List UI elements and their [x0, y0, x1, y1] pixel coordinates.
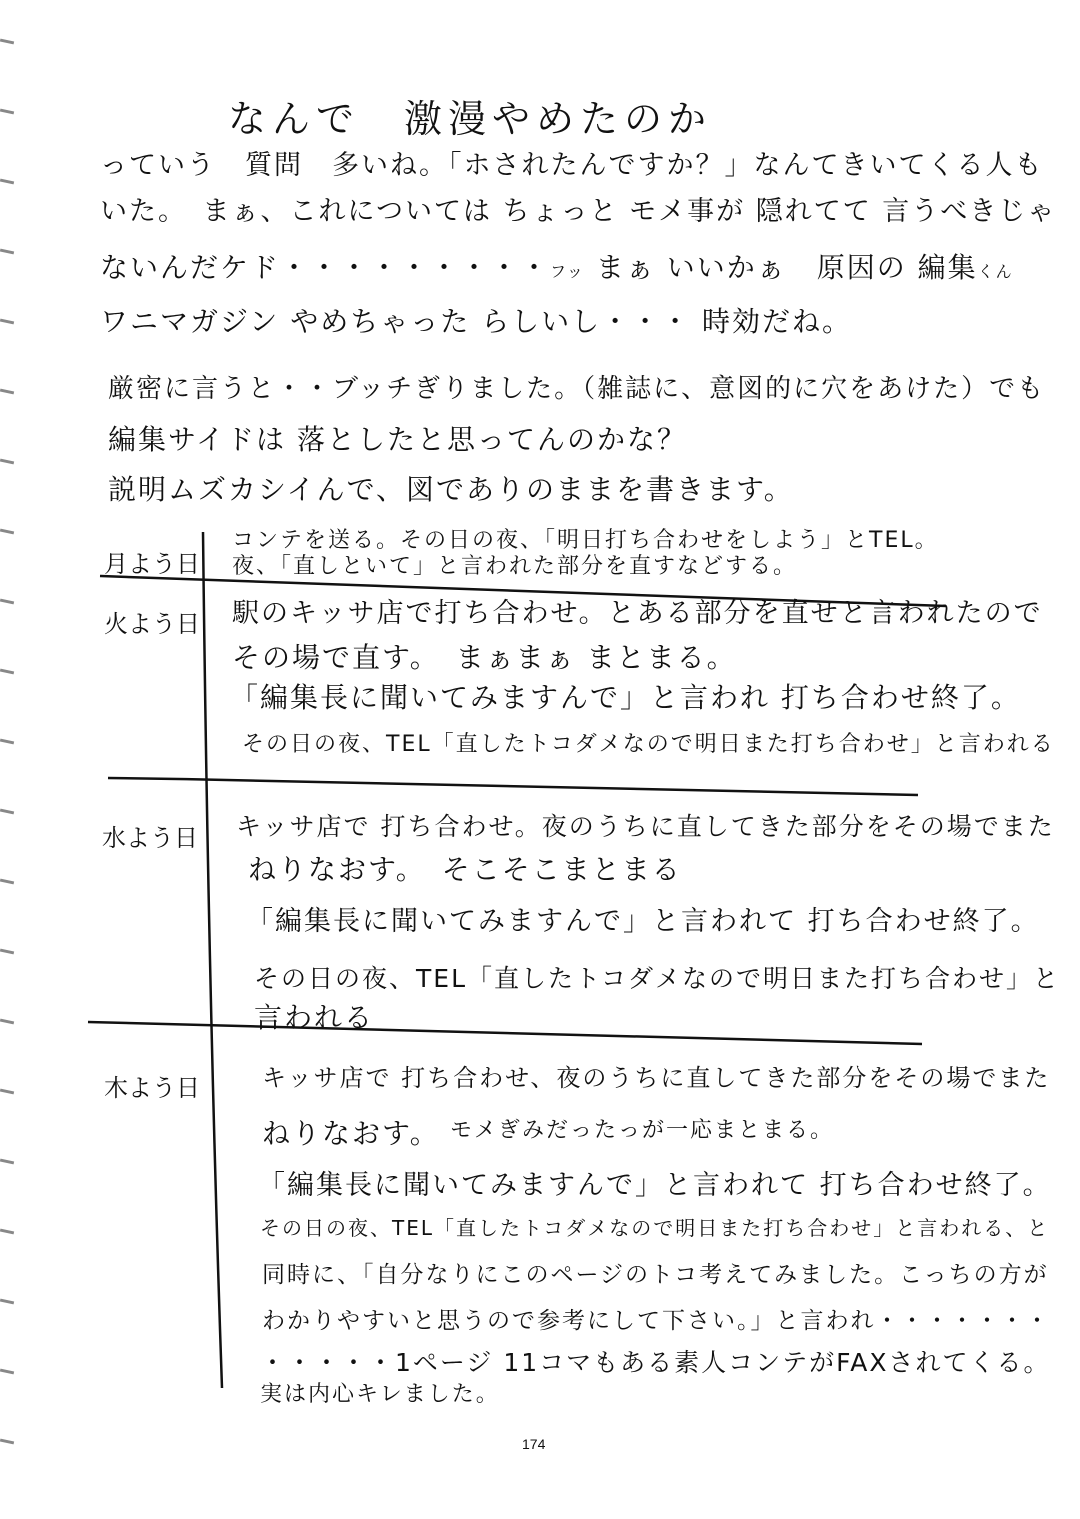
intro-line-3-sigh: フッ — [550, 262, 585, 281]
day-label-thursday: 木よう日 — [104, 1074, 200, 1102]
wednesday-line-1: キッサ店で 打ち合わせ。夜のうちに直してきた部分をその場でまた — [236, 812, 1055, 841]
day-label-tuesday: 火よう日 — [104, 610, 200, 638]
wednesday-line-5: 言われる — [254, 1001, 375, 1034]
page-number: 174 — [522, 1436, 546, 1452]
para2-line-3: 説明ムズカシイんで、図でありのままを書きます。 — [108, 473, 794, 506]
thursday-line-5: 同時に、「自分なりにこのページのトコ考えてみました。こっちの方が — [262, 1262, 1049, 1288]
intro-line-3-kun: くん — [977, 262, 1014, 281]
monday-line-1: コンテを送る。その日の夜、「明日打ち合わせをしよう」とTEL。 — [232, 528, 939, 553]
tuesday-line-1: 駅のキッサ店で打ち合わせ。とある部分を直せと言われたので — [232, 598, 1043, 629]
page-title: なんで 激漫やめたのか — [228, 97, 713, 141]
intro-line-2: いた。 まぁ、これについては ちょっと モメ事が 隠れてて 言うべきじゃ — [100, 196, 1057, 227]
day-label-wednesday: 水よう日 — [102, 824, 198, 852]
schedule-rule-3 — [88, 1022, 922, 1044]
day-label-monday: 月よう日 — [104, 550, 200, 578]
thursday-line-4: その日の夜、TEL「直したトコダメなので明日また打ち合わせ」と言われる、と — [260, 1216, 1050, 1240]
tuesday-line-3: 「編集長に聞いてみますんで」と言われ 打ち合わせ終了。 — [230, 681, 1021, 714]
thursday-line-2b: モメぎみだったっが一応まとまる。 — [450, 1118, 835, 1143]
wednesday-line-2: ねりなおす。 そこそこまとまる — [248, 853, 682, 886]
wednesday-line-4: その日の夜、TEL「直したトコダメなので明日また打ち合わせ」と — [254, 964, 1060, 993]
para2-line-2: 編集サイドは 落としたと思ってんのかな？ — [108, 423, 687, 456]
intro-line-3-text: ないんだケド・・・・・・・・・ — [100, 251, 551, 284]
tuesday-line-2: その場で直す。 まぁまぁ まとまる。 — [232, 641, 737, 674]
thursday-line-2: ねりなおす。 — [262, 1117, 440, 1150]
thursday-line-8: 実は内心キレました。 — [260, 1382, 500, 1407]
wednesday-line-3: 「編集長に聞いてみますんで」と言われて 打ち合わせ終了。 — [246, 906, 1040, 937]
thursday-line-6: わかりやすいと思うので参考にして下さい。」と言われ・・・・・・・ — [262, 1308, 1051, 1334]
intro-line-4: ワニマガジン やめちゃった らしいし・・・ 時効だね。 — [100, 305, 853, 338]
tuesday-line-4: その日の夜、TEL「直したトコダメなので明日また打ち合わせ」と言われる — [242, 732, 1055, 757]
thursday-line-3: 「編集長に聞いてみますんで」と言われて 打ち合わせ終了。 — [258, 1170, 1052, 1201]
intro-line-3-text-b: まぁ いいかぁ 原因の 編集 — [595, 251, 978, 284]
monday-line-2: 夜、「直しといて」と言われた部分を直すなどする。 — [232, 554, 798, 579]
para2-line-1: 厳密に言うと・・ブッチぎりました。（雑誌に、意図的に穴をあけた）でも — [108, 374, 1046, 404]
schedule-rule-2 — [108, 778, 918, 795]
intro-line-1: っていう 質問 多いね。「ホされたんですか？」なんてきいてくる人も — [100, 150, 1044, 181]
thursday-line-7: ・・・・・1ページ 11コマもある素人コンテがFAXされてくる。 — [260, 1348, 1051, 1377]
thursday-line-1: キッサ店で 打ち合わせ、夜のうちに直してきた部分をその場でまた — [262, 1064, 1051, 1092]
schedule-divider-vertical — [203, 532, 222, 1388]
